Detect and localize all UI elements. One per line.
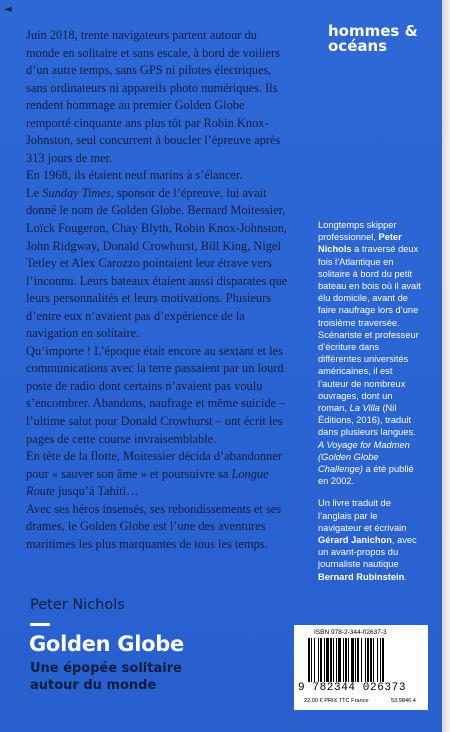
blurb-paragraph: Juin 2018, trente navigateurs partent autour du monde en solitaire et sans escale, à bord de voiliers d’un autre temps, sans GPS ni pilotes électriques, sans ordinateurs ni appareils photo numériques. Ils rendent hommage au premier Golden Globe remporté cinquante ans plus tôt par Robin Knox-Johnston, seul concurrent à boucler l’épreuve après 313 jours de mer. <box>26 28 281 165</box>
reference-code: 53.9846.4 <box>391 698 416 704</box>
barcode-icon <box>308 638 416 682</box>
blurb-paragraph: En 1968, ils étaient neuf marins à s’élancer. <box>26 168 243 183</box>
blurb-paragraph: Qu’importe ! L’époque était encore au sextant et les communications avec la terre passaient par un lourd poste de radio dont certains n’avaient pas voulu s’encombrer. Abandons, naufrage et même suicide – l’ultime salut pour Donald Crowhurst – ont écrit les pages de cette course invraisemblable. <box>26 343 286 446</box>
isbn-label: ISBN 978-2-344-02637-3 <box>314 629 387 636</box>
author-bio <box>318 219 422 583</box>
price-label: 22.00 € PRIX TTC France <box>304 698 369 704</box>
publisher-logo <box>328 24 418 54</box>
blurb-paragraph: Le Sunday Times, sponsor de l’épreuve, lui avait donné le nom de Golden Globe. Bernard Moitessier, Loïck Fougeron, Chay Blyth, Robin Knox-Johnston, John Ridgway, Donald Crowhurst, Bill King, Nigel Tetley et Alex Carozzo pointaient leur étrave vers l’inconnu. Leurs bateaux étaient aussi disparates que leurs personnalités et leurs motivations. Plusieurs d’entre eux n’avaient pas d’expérience de la navigation en solitaire. <box>26 185 288 341</box>
book-subtitle: Une épopée solitaire autour du monde <box>30 661 182 693</box>
publisher-logo-line2: océans <box>328 37 388 55</box>
barcode-panel <box>294 625 428 710</box>
translator-paragraph: Un livre traduit de l’anglais par le navigateur et écrivain Gérard Janichon, avec un avant-propos du journaliste nautique Bernard Rubinstein. <box>318 498 417 582</box>
barcode-digits: 9 782344 026373 <box>298 682 407 694</box>
title-divider <box>30 623 50 626</box>
blurb-paragraph: En tête de la flotte, Moitessier décida d’abandonner pour « sauver son âme » et poursuivre sa Longue Route jusqu’à Tahiti… <box>26 449 282 499</box>
publisher-logo-line1: hommes & <box>328 22 418 40</box>
corner-arrow-icon: ◄ <box>4 4 12 15</box>
back-cover-blurb <box>26 27 288 553</box>
page-edge <box>442 0 450 732</box>
bio-paragraph: Longtemps skipper professionnel, Peter Nichols a traversé deux fois l’Atlantique en solitaire à bord du petit bateau en bois où il avait élu domicile, avant de faire naufrage lors d’une troisième traversée. Scénariste et professeur d’écriture dans différentes universités américaines, il est l’auteur de nombreux ouvrages, dont un roman, La Villa (Nil Éditions, 2016), traduit dans plusieurs langues. A Voyage for Madmen (Golden Globe Challenge) a été publié en 2002. <box>318 220 421 487</box>
author-name: Peter Nichols <box>30 597 125 613</box>
blurb-paragraph: Avec ses héros insensés, ses rebondissements et ses drames, le Golden Globe est l’une des aventures maritimes les plus marquantes de tous les temps. <box>26 501 282 551</box>
book-title: Golden Globe <box>29 632 184 656</box>
